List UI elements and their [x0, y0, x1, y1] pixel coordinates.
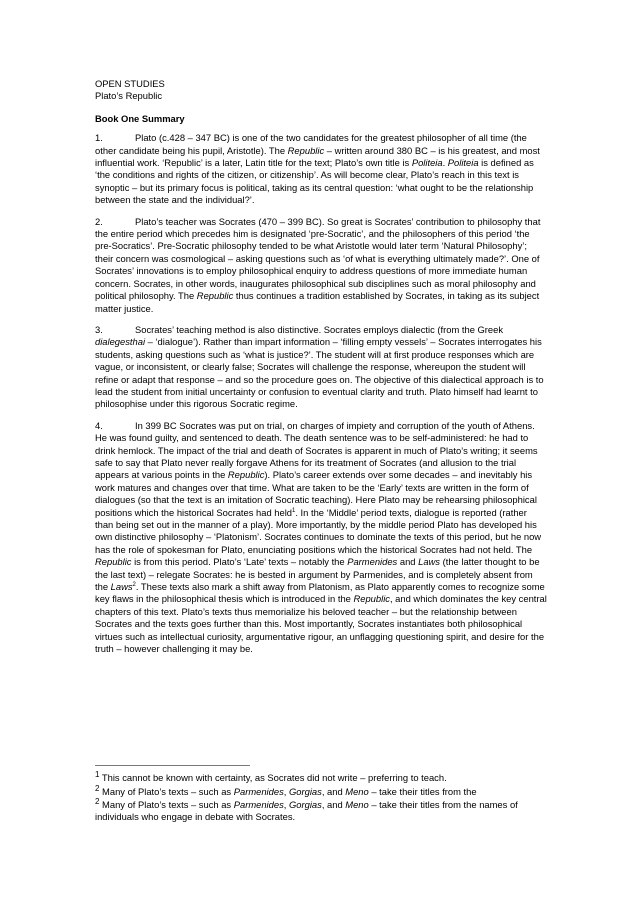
italic-text: Meno — [345, 786, 369, 797]
italic-text: Gorgias — [288, 786, 322, 797]
course-label: OPEN STUDIES — [95, 78, 165, 89]
text-run: is from this period. Plato’s ‘Late’ texts – notably the — [131, 556, 348, 568]
paragraph-number: 1. — [95, 132, 103, 144]
italic-text: Parmenides — [233, 799, 284, 810]
text-run: Many of Plato’s texts – such as — [99, 799, 234, 810]
text-run: – take their titles from the — [368, 786, 477, 797]
footnote-1 — [95, 769, 547, 784]
paragraph-4 — [95, 420, 547, 656]
italic-text: Politeia — [447, 157, 479, 169]
footnote-number: 2 — [95, 783, 100, 793]
paragraph-number: 3. — [95, 323, 103, 335]
italic-text: Parmenides — [347, 556, 398, 568]
italic-text: dialegesthai — [95, 336, 146, 348]
text-run: , and which dominates the key central chapters of this text. Plato’s texts thus memorialize his beloved teacher – but the relationship between Socrates and the texts goes further than this. Most importantly, Socrates instantiates both philosophical virtues such as intellectual curiosity, argumentative rigour, an unflagging questioning spirit, and desire for the truth – however challenging it may be. — [95, 593, 547, 655]
italic-text: Politeia — [411, 157, 443, 169]
italic-text: Parmenides — [233, 786, 284, 797]
paragraph-number: 4. — [95, 419, 103, 431]
text-run: – take their titles from the names of individuals who engage in debate with Socrates. — [95, 799, 518, 823]
text-run: (the latter thought to be the last text) – relegate Socrates: he is bested in argument by Parmenides, and is completely absent from the — [95, 556, 540, 593]
text-run: , and — [321, 786, 346, 797]
paragraph-3 — [95, 324, 547, 411]
text-run: Plato (c.428 – 347 BC) is one of the two candidates for the greatest philosopher of all time (the other candidate being his pupil, Aristotle). The — [95, 132, 527, 156]
italic-text: Republic — [287, 144, 325, 156]
section-title: Book One Summary — [95, 112, 185, 124]
footnote-2 — [95, 783, 547, 798]
footnote-number: 2 — [95, 796, 100, 806]
paragraph-list — [95, 132, 547, 655]
italic-text: Meno — [345, 799, 369, 810]
text-title: Plato’s Republic — [95, 90, 163, 102]
text-run: – written around 380 BC – is his greatest, and most influential work. ‘Republic’ is a later, Latin title for the text; Plato’s own title is — [95, 144, 540, 169]
text-run: ). Plato’s career extends over some decades – and inevitably his work matures and changes over that time. What are taken to be the ‘Early’ texts are written in the form of dialogues (so that the text is an imitation of Socratic teaching). Here Plato may be rehearsing philosophical positions which the historical Socrates had held — [95, 469, 537, 518]
footnote-number: 1 — [95, 769, 100, 779]
text-run: Many of Plato’s texts – such as — [99, 786, 234, 797]
italic-text: Republic — [95, 556, 132, 568]
text-run: . These texts also mark a shift away from Platonism, as Plato apparently comes to recognize some key flaws in the philosophical thesis which is introduced in the — [95, 581, 545, 605]
text-run: . — [442, 157, 448, 169]
text-run: In 399 BC Socrates was put on trial, on charges of impiety and corruption of the youth of Athens. He was found guilty, and sentenced to death. The death sentence was to be self-administered: he had to drink hemlock. The impact of the trial and death of Socrates is apparent in much of Plato’s writing; it seems safe to say that Plato never really forgave Athens for its treatment of Socrates (and allusion to the trial appears at various points in the — [95, 419, 538, 481]
footnote-marker: 1 — [292, 507, 296, 514]
text-run: , — [283, 786, 289, 797]
document-body — [95, 78, 547, 664]
italic-text: Gorgias — [288, 799, 322, 810]
paragraph-number: 2. — [95, 215, 103, 227]
footnote-2-repeat — [95, 796, 547, 824]
text-run: – ‘dialogue’). Rather than impart information – ‘filling empty vessels’ – Socrates interrogates his students, asking questions such as ‘what is justice?’. The student will at first produce responses which are vague, or inconsistent, or clearly false; Socrates will challenge the response, whereupon the student will refine or adapt that response – and so the procedure goes on. The objective of this dialectical approach is to lead the student from initial uncertainty or confusion to eventual clarity and truth. Plato himself had learnt to philosophise under this rigorous Socratic regime. — [95, 336, 544, 410]
italic-text: Laws — [110, 581, 133, 593]
footnote-rule — [95, 765, 250, 766]
text-run: thus continues a tradition established by Socrates, in taking as its subject matter justice. — [95, 290, 540, 314]
italic-text: Laws — [418, 556, 440, 568]
paragraph-2 — [95, 216, 547, 315]
text-run: , — [283, 799, 289, 810]
text-run: , and — [321, 799, 346, 810]
italic-text: Republic — [227, 469, 265, 481]
text-run: . In the ‘Middle’ period texts, dialogue is reported (rather than being set out in the manner of a play). More importantly, by the middle period Plato has developed his own distinctive philosophy – ‘Platonism’. Socrates continues to dominate the texts of this period, but he now has the role of spokesman for Plato, enunciating positions which the historical Socrates had not held. The — [95, 506, 542, 555]
italic-text: Republic — [196, 290, 234, 302]
text-run: This cannot be known with certainty, as Socrates did not write – preferring to teach. — [99, 772, 447, 783]
text-run: is defined as ‘the conditions and rights of the citizen, or citizenship’. As will become clear, Plato’s reach in this text is synoptic – but its primary focus is political, taking as its central question: ‘what ought to be the relationship between the state and the individual?’. — [95, 157, 534, 206]
text-run: Socrates’ teaching method is also distinctive. Socrates employs dialectic (from the Greek — [135, 323, 504, 335]
footnote-marker: 2 — [132, 581, 136, 588]
paragraph-1 — [95, 132, 547, 206]
text-run: and — [397, 556, 419, 568]
italic-text: Republic — [353, 593, 390, 605]
text-run: Plato’s teacher was Socrates (470 – 399 BC). So great is Socrates’ contribution to philosophy that the entire period which precedes him is designated ‘pre-Socratic’, and the philosophers of this period ‘the pre-Socratics’. Pre-Socratic philosophy tended to be what Aristotle would later term ‘Natural Philosophy’; their concern was cosmological – asking questions such as ‘of what is everything ultimately made?’. One of Socrates’ innovations is to employ philosophical enquiry to address questions of more immediate human concern. Socrates, in other words, inaugurates philosophical sub disciplines such as moral philosophy and political philosophy. The — [95, 215, 541, 302]
